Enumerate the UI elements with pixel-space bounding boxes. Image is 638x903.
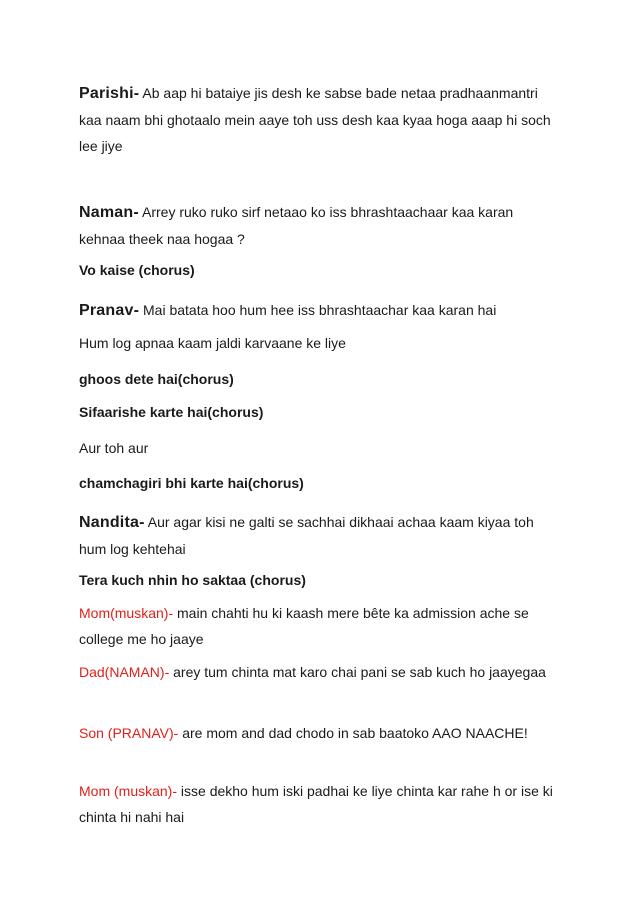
chorus-line: Vo kaise (chorus) [79, 262, 195, 278]
speaker-label: Parishi- [79, 85, 140, 102]
speaker-label: Mom(muskan)- [79, 605, 174, 621]
dialogue-text: Mai batata hoo hum hee iss bhrashtaachar kaa karan hai [139, 302, 497, 318]
dialogue-text: Ab aap hi bataiye jis desh ke sabse bade netaa pradhaanmantri kaa naam bhi ghotaalo mein aaye toh uss desh kaa kyaa hoga aaap hi soch lee jiye [79, 85, 551, 154]
dialogue-text: main chahti hu ki kaash mere bête ka admission ache se college me ho jaaye [79, 605, 529, 647]
dialogue-dad [79, 659, 559, 685]
dialogue-pranav [79, 297, 559, 324]
chorus-line: ghoos dete hai(chorus) [79, 371, 234, 387]
speaker-label: Nandita- [79, 514, 145, 531]
dialogue-mom [79, 600, 559, 652]
dialogue-son [79, 720, 559, 746]
dialogue-text: Arrey ruko ruko sirf netaao ko iss bhrashtaachaar kaa karan kehnaa theek naa hogaa ? [79, 204, 514, 247]
chorus-line: Sifaarishe karte hai(chorus) [79, 404, 264, 420]
dialogue-naman [79, 199, 559, 252]
dialogue-text: are mom and dad chodo in sab baatoko AAO NAACHE! [178, 725, 528, 741]
dialogue-nandita [79, 509, 559, 562]
speaker-label: Naman- [79, 204, 139, 221]
speaker-label: Son (PRANAV)- [79, 725, 179, 741]
dialogue-line: Aur toh aur [79, 440, 149, 456]
chorus-line: chamchagiri bhi karte hai(chorus) [79, 475, 304, 491]
dialogue-mom-2 [79, 778, 559, 830]
chorus-line: Tera kuch nhin ho saktaa (chorus) [79, 572, 306, 588]
speaker-label: Pranav- [79, 302, 140, 319]
dialogue-text: isse dekho hum iski padhai ke liye chinta kar rahe h or ise ki chinta hi nahi hai [79, 783, 553, 825]
dialogue-text: Aur agar kisi ne galti se sachhai dikhaai achaa kaam kiyaa toh hum log kehtehai [79, 514, 534, 557]
dialogue-parishi [79, 80, 559, 159]
speaker-label: Dad(NAMAN)- [79, 664, 170, 680]
dialogue-text: arey tum chinta mat karo chai pani se sab kuch ho jaayegaa [169, 664, 546, 680]
speaker-label: Mom (muskan)- [79, 783, 178, 799]
dialogue-line: Hum log apnaa kaam jaldi karvaane ke liye [79, 335, 346, 351]
